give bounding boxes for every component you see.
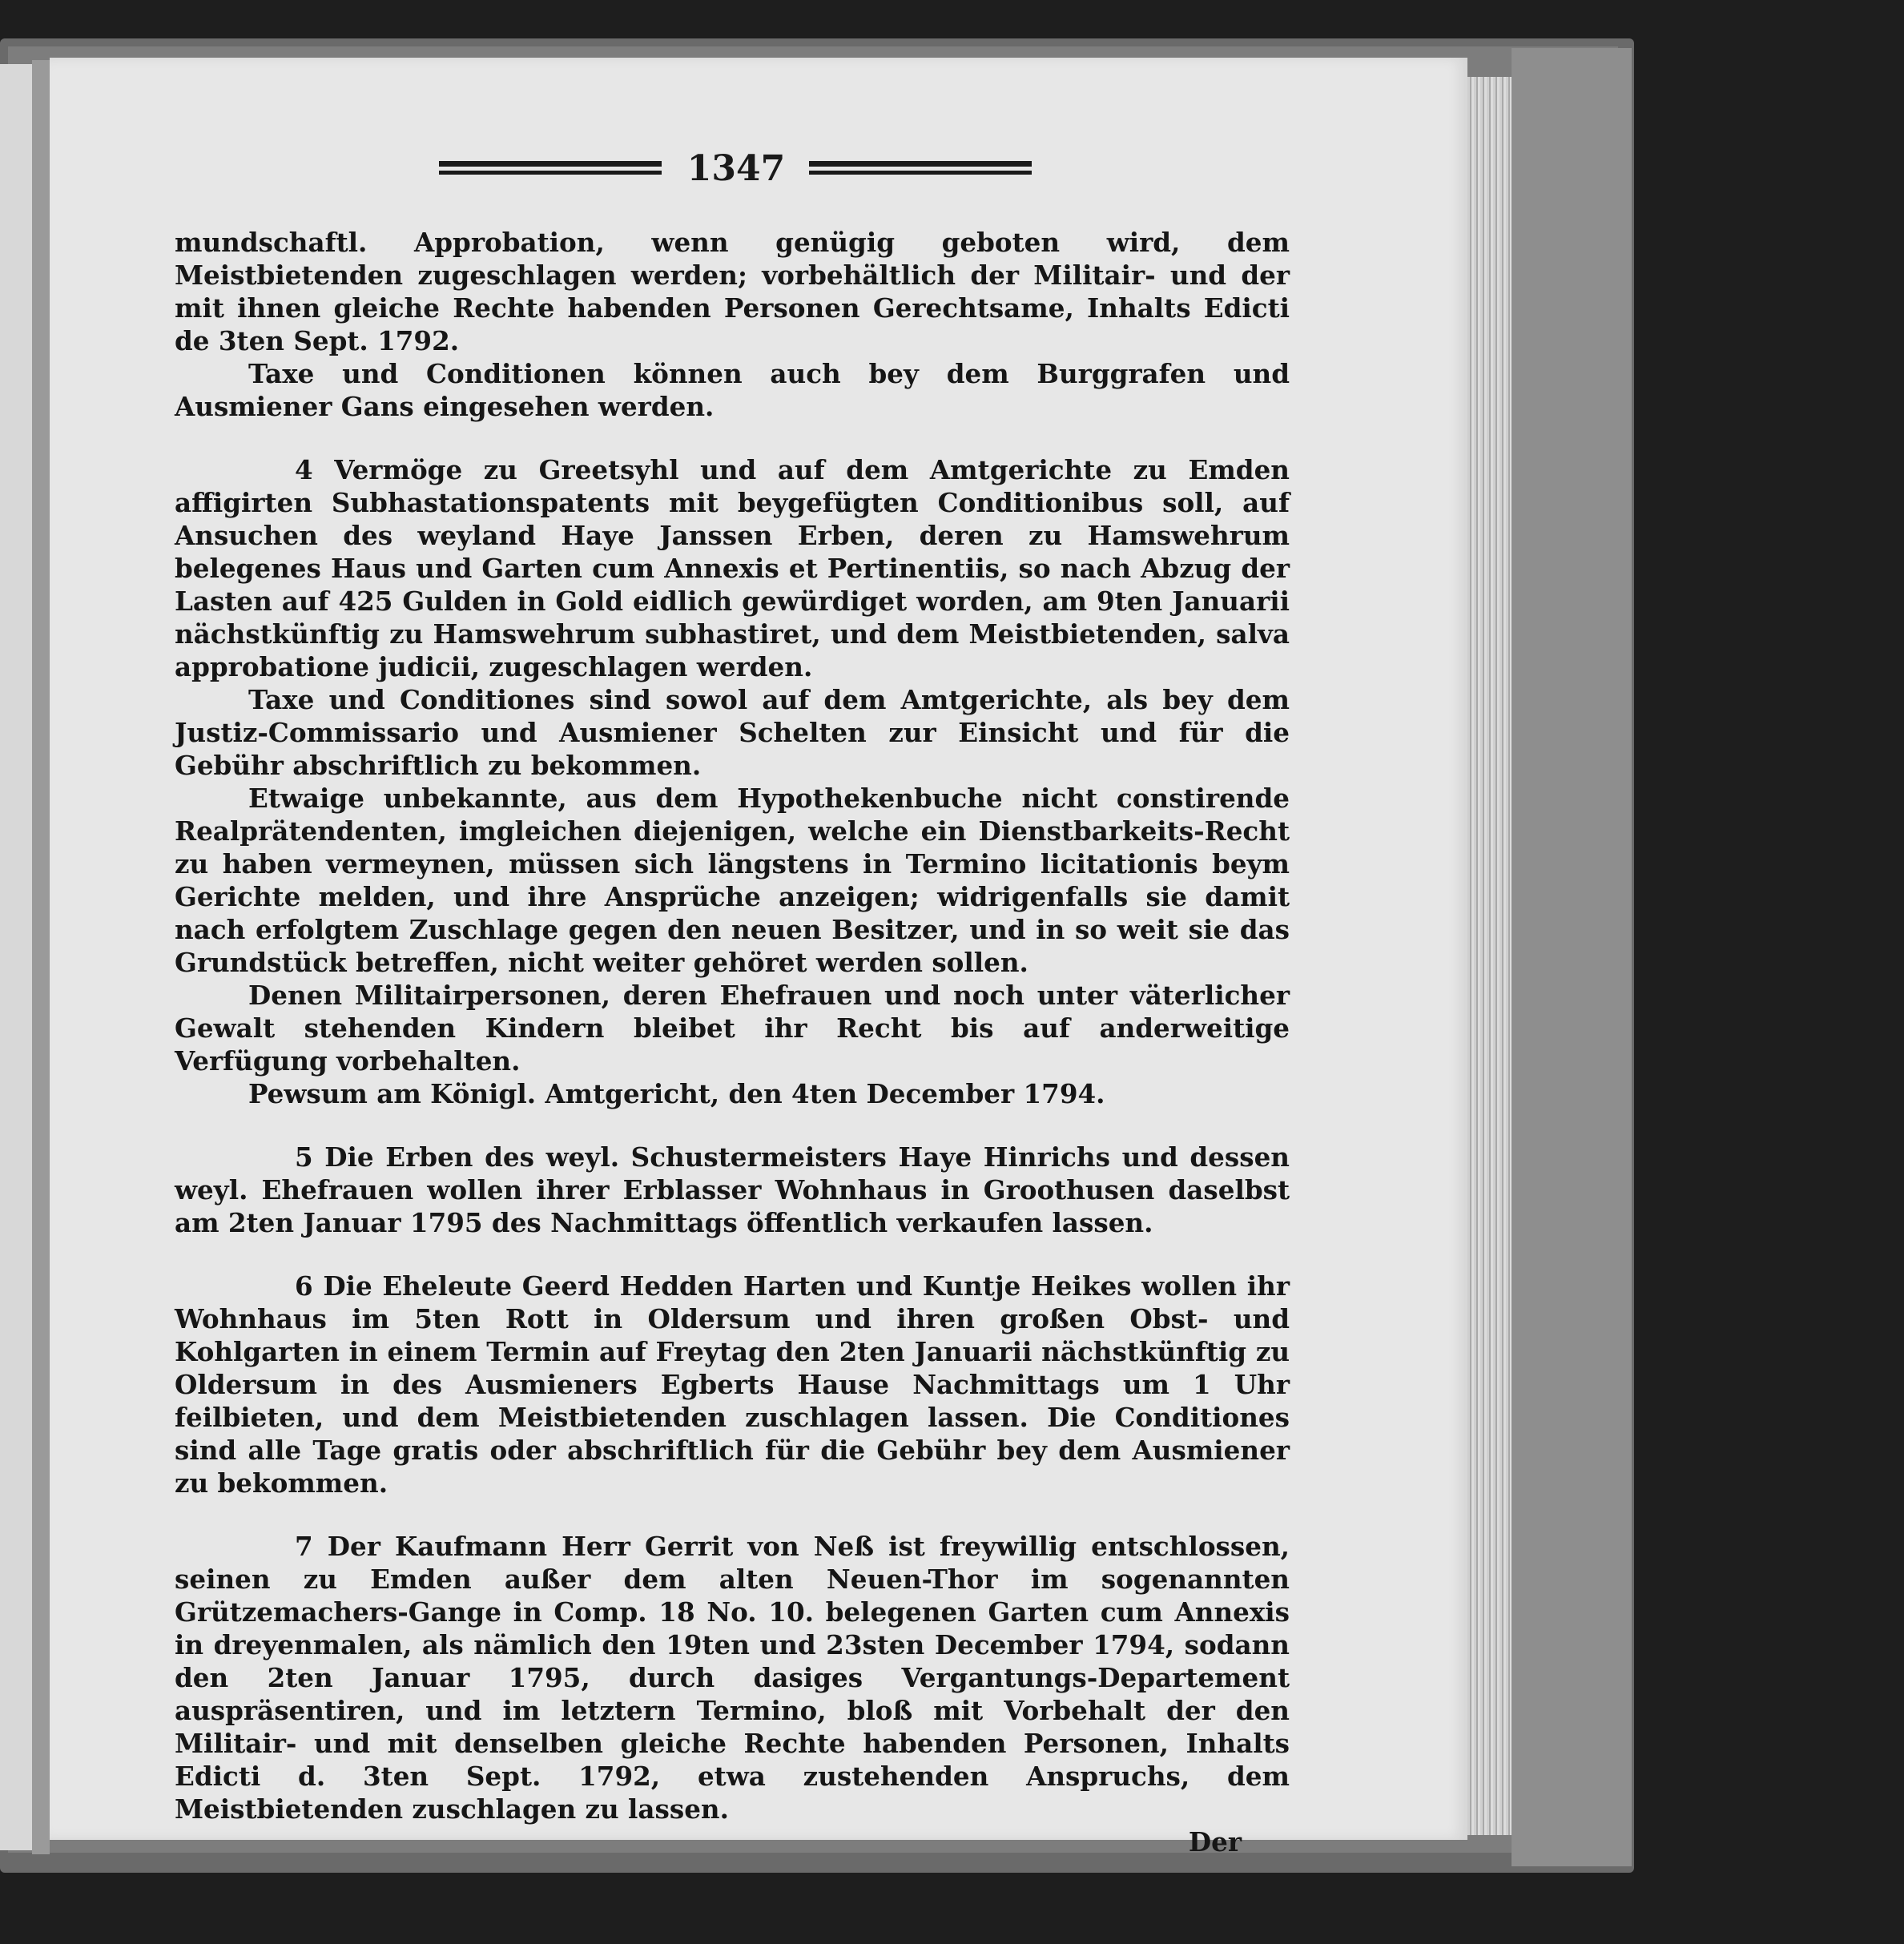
book-spine — [32, 60, 50, 1854]
paragraph: 5 Die Erben des weyl. Schustermeisters Haye Hinrichs und dessen weyl. Ehefrauen wollen ihrer Erblasser Wohnhaus in Groothusen daselbst am 2ten Januar 1795 des Nachmittags öffentlich verkaufen lassen. — [175, 1141, 1290, 1238]
page-number: 1347 — [686, 148, 786, 189]
page-body — [175, 226, 1290, 1858]
paragraph: 6 Die Eheleute Geerd Hedden Harten und Kuntje Heikes wollen ihr Wohnhaus im 5ten Rott in Oldersum und ihren großen Obst- und Kohlgarten in einem Termin auf Freytag den 2ten Januarii nächstkünftig zu Oldersum in des Ausmieners Egberts Hause Nachmittags um 1 Uhr feilbieten, und dem Meistbietenden zuschlagen lassen. Die Conditiones sind alle Tage gratis oder abschriftlich für die Gebühr bey dem Ausmiener zu bekommen. — [175, 1270, 1290, 1499]
paragraph: Taxe und Conditionen können auch bey dem Burggrafen und Ausmiener Gans eingesehen werden. — [175, 358, 1290, 422]
header-rule-right — [809, 161, 1032, 179]
header-rule-left — [439, 161, 662, 179]
paragraph-gap — [175, 423, 1290, 453]
right-board — [1512, 48, 1632, 1866]
paragraph: 4 Vermöge zu Greetsyhl und auf dem Amtgerichte zu Emden affigirten Subhastationspatents mit beygefügten Conditionibus soll, auf Ansuchen des weyland Haye Janssen Erben, deren zu Hamswehrum belegenes Haus und Garten cum Annexis et Pertinentiis, so nach Abzug der Lasten auf 425 Gulden in Gold eidlich gewürdiget worden, am 9ten Januarii nächstkünftig zu Hamswehrum subhastiret, und dem Meistbietenden, salva approbatione judicii, zugeschlagen werden. — [175, 454, 1290, 682]
paragraph: Taxe und Conditiones sind sowol auf dem Amtgerichte, als bey dem Justiz-Commissario und Ausmiener Schelten zur Einsicht und für die Gebühr abschriftlich zu bekommen. — [175, 684, 1290, 781]
paragraph: 7 Der Kaufmann Herr Gerrit von Neß ist freywillig entschlossen, seinen zu Emden außer dem alten Neuen-Thor im sogenannten Grützemachers-Gange in Comp. 18 No. 10. belegenen Garten cum Annexis in dreyenmalen, als nämlich den 19ten und 23sten December 1794, sodann den 2ten Januar 1795, durch dasiges Vergantungs-Departement auspräsentiren, und im letztern Termino, bloß mit Vorbehalt der den Militair- und mit denselben gleiche Rechte habenden Personen, Inhalts Edicti d. 3ten Sept. 1792, etwa zustehenden Anspruchs, dem Meistbietenden zuschlagen zu lassen. — [175, 1531, 1290, 1825]
paragraph: mundschaftl. Approbation, wenn genügig geboten wird, dem Meistbietenden zugeschlagen werden; vorbehältlich der Militair- und der mit ihnen gleiche Rechte habenden Personen Gerechtsame, Inhalts Edicti de 3ten Sept. 1792. — [175, 227, 1290, 356]
paragraph-gap — [175, 1499, 1290, 1530]
paragraph-gap — [175, 1239, 1290, 1270]
paragraph: Etwaige unbekannte, aus dem Hypothekenbuche nicht constirende Realprätendenten, imgleichen diejenigen, welche ein Dienstbarkeits-Recht zu haben vermeynen, müssen sich längstens in Termino licitationis beym Gerichte melden, und ihre Ansprüche anzeigen; widrigenfalls sie damit nach erfolgtem Zuschlage gegen den neuen Besitzer, und in so weit sie das Grundstück betreffen, nicht weiter gehöret werden sollen. — [175, 783, 1290, 978]
paragraph-gap — [175, 1110, 1290, 1141]
paragraph: Pewsum am Königl. Amtgericht, den 4ten December 1794. — [248, 1078, 1105, 1109]
page-header — [439, 148, 1032, 196]
paragraph: Denen Militairpersonen, deren Ehefrauen und noch unter väterlicher Gewalt stehenden Kindern bleibet ihr Recht bis auf anderweitige Verfügung vorbehalten. — [175, 980, 1290, 1077]
page-edges — [1467, 77, 1512, 1835]
catchword: Der — [1188, 1826, 1242, 1857]
